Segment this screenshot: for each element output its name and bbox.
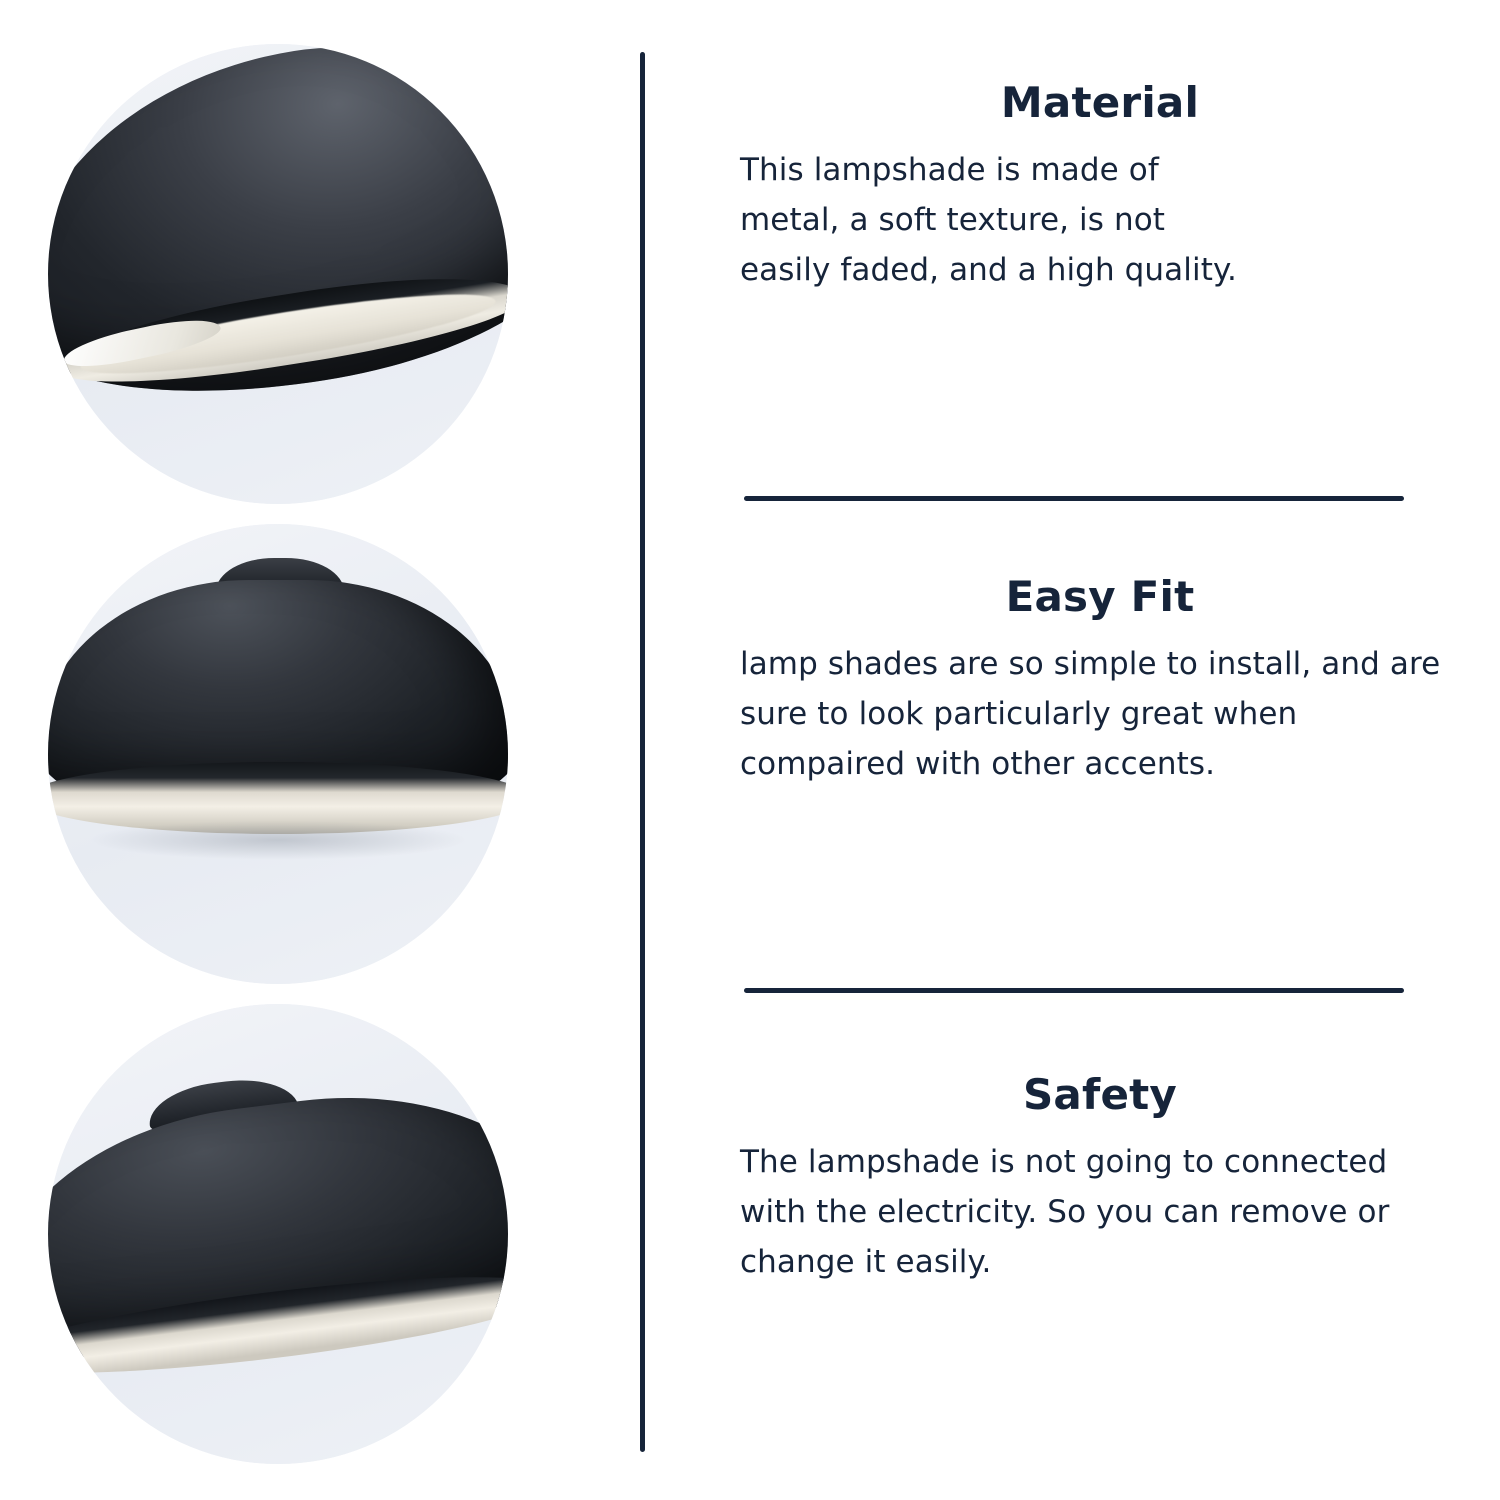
feature-material-title: Material bbox=[1000, 78, 1200, 127]
product-photo-front-view bbox=[48, 524, 508, 984]
feature-material-body: This lampshade is made of metal, a soft texture, is not easily faded, and a high quality. bbox=[740, 152, 1237, 289]
feature-safety-body: The lampshade is not going to connected with the electricity. So you can remove or change it easily. bbox=[740, 1144, 1390, 1281]
section-divider-2 bbox=[744, 988, 1404, 993]
feature-easy-fit bbox=[740, 572, 1460, 790]
feature-material bbox=[740, 78, 1460, 296]
feature-easy-fit-body: lamp shades are so simple to install, and are sure to look particularly great when compaired with other accents. bbox=[740, 646, 1441, 783]
photo-backdrop-3 bbox=[48, 1004, 508, 1464]
feature-safety-title: Safety bbox=[1022, 1070, 1177, 1119]
section-divider-1 bbox=[744, 496, 1404, 501]
feature-list bbox=[640, 0, 1500, 1500]
photo-backdrop-1 bbox=[48, 44, 508, 504]
photo-backdrop-2 bbox=[48, 524, 508, 984]
product-photo-tilted-view bbox=[48, 1004, 508, 1464]
lampshade-shadow-2 bbox=[88, 820, 468, 860]
feature-easy-fit-title: Easy Fit bbox=[1005, 572, 1195, 621]
product-gallery bbox=[0, 0, 640, 1500]
feature-safety bbox=[740, 1070, 1460, 1288]
product-photo-angled-view bbox=[48, 44, 508, 504]
